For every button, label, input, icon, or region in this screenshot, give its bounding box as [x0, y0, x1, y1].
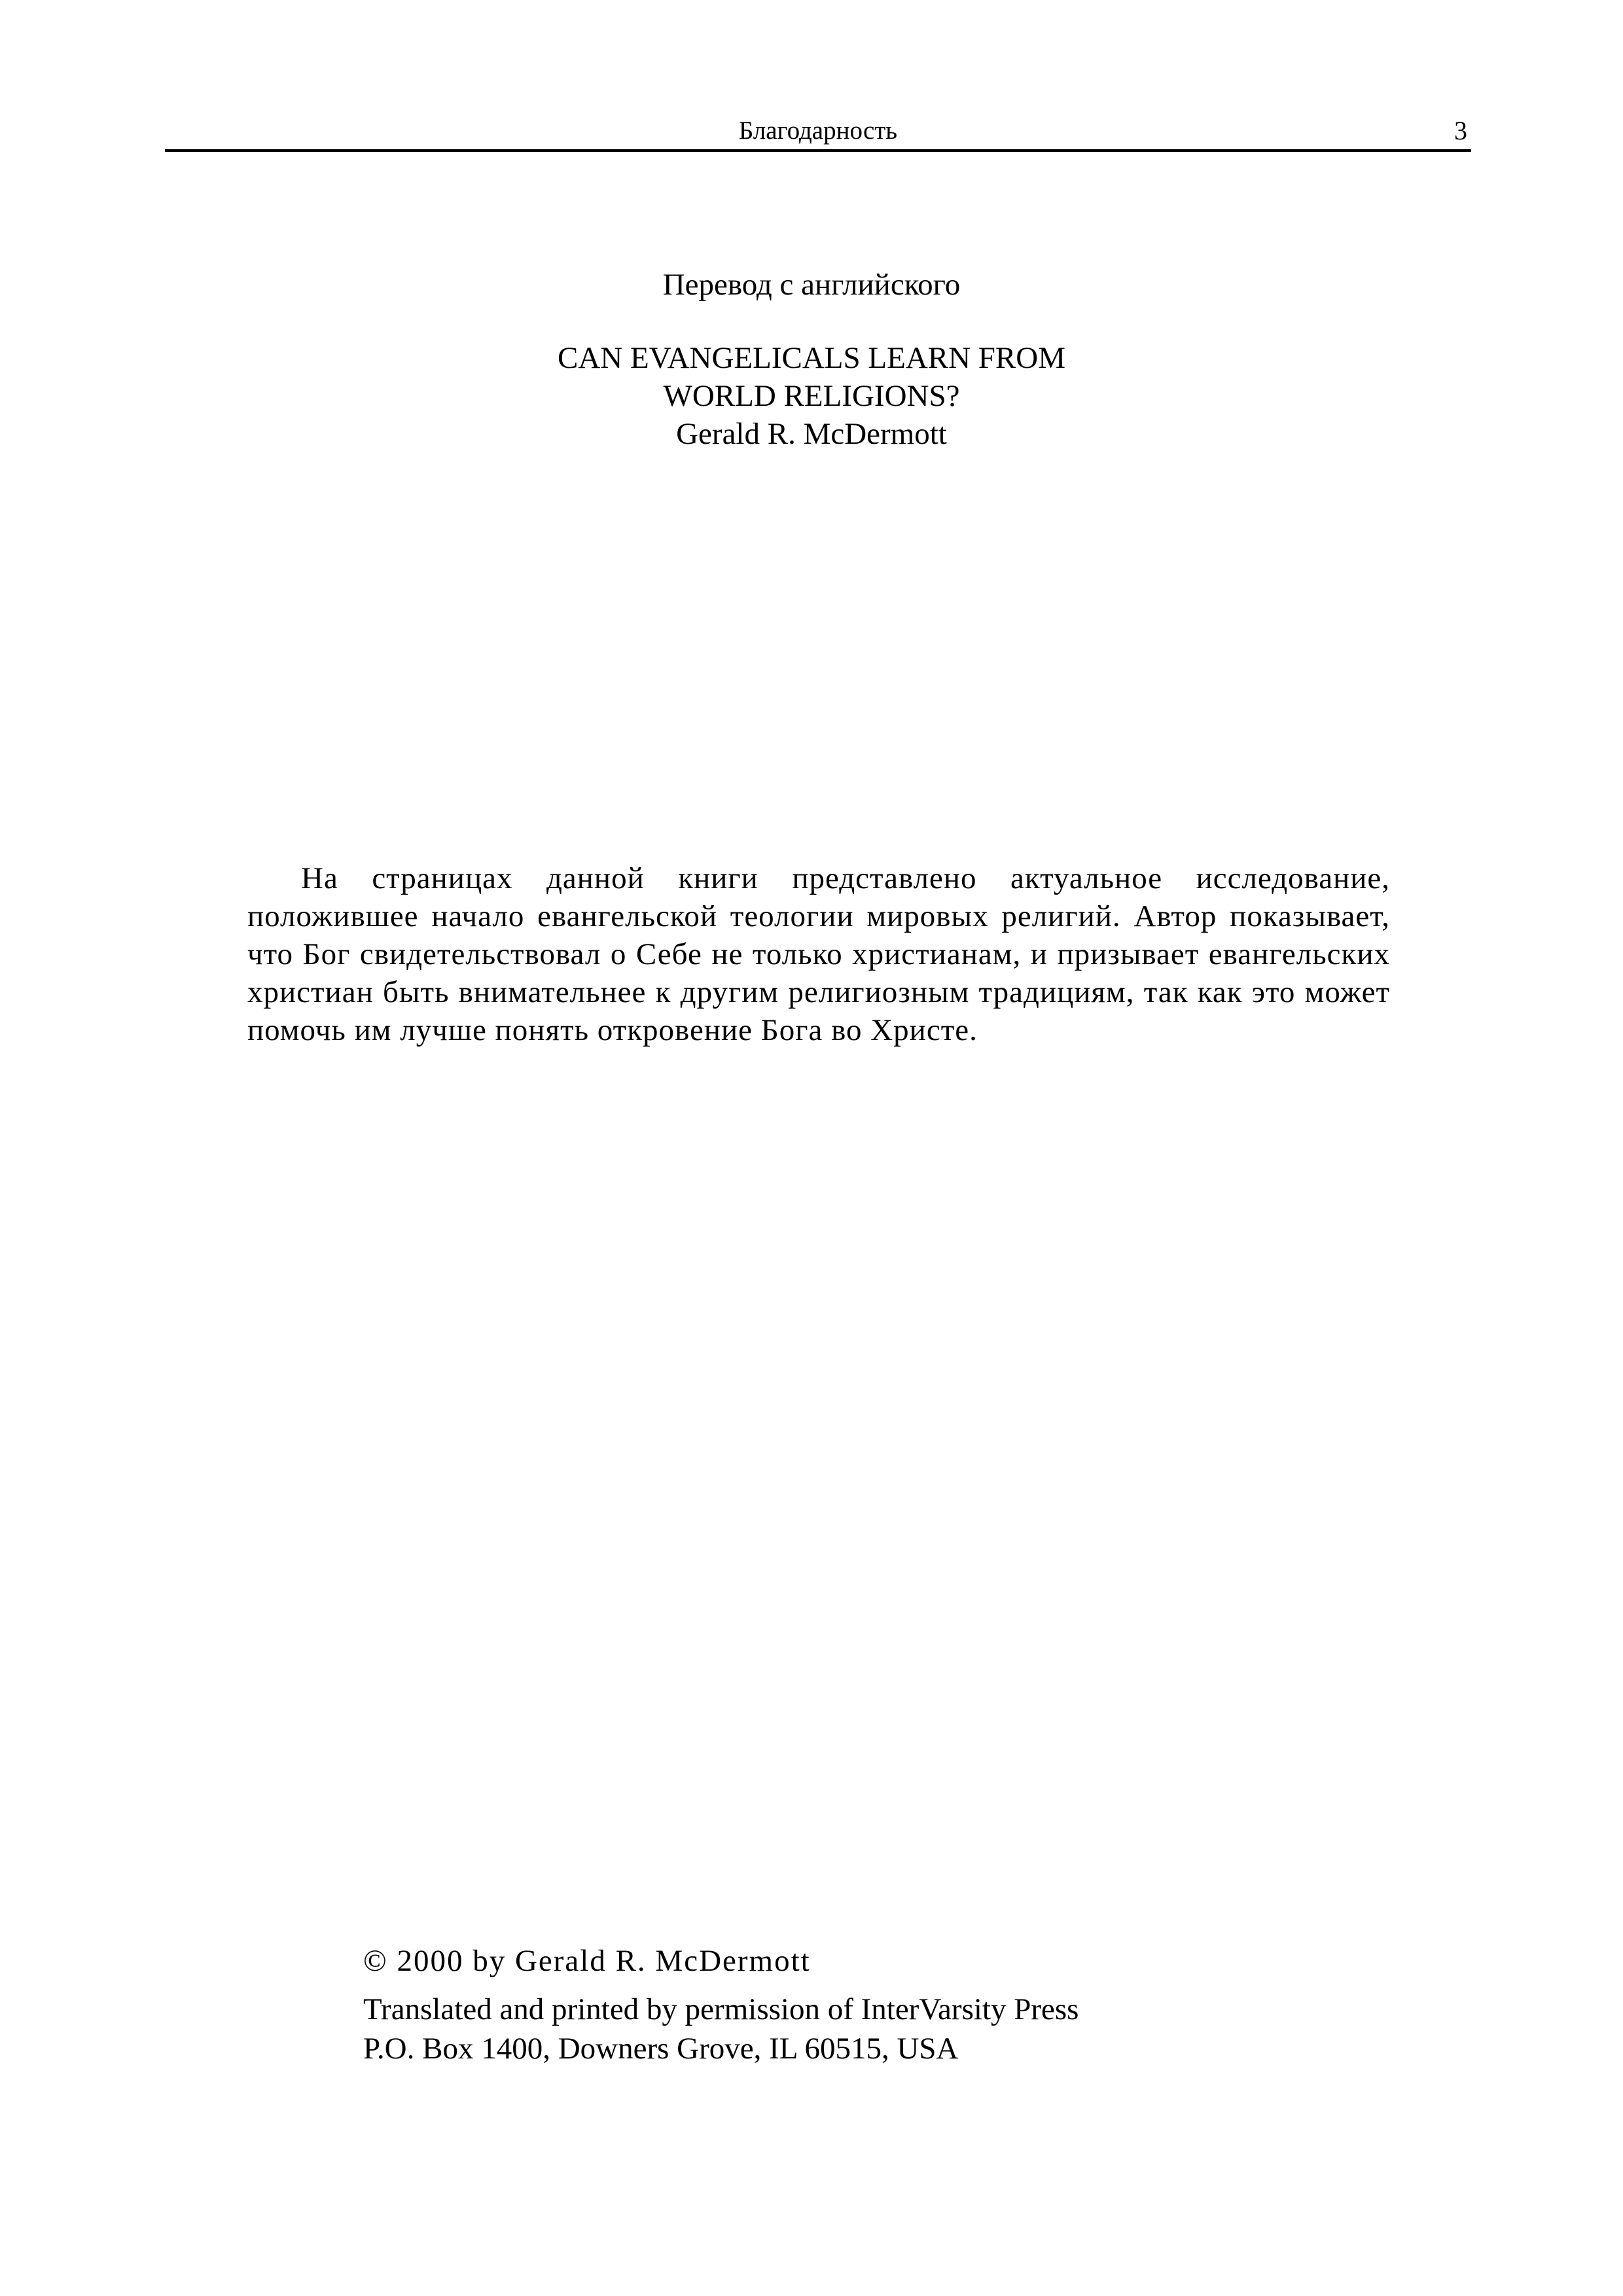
running-header	[165, 113, 1471, 152]
permission-line: Translated and printed by permission of InterVarsity Press	[363, 1992, 1079, 2026]
translation-note: Перевод с английского	[662, 268, 961, 302]
copyright-notice: © 2000 by Gerald R. McDermott	[363, 1944, 811, 1978]
original-title-line-2: WORLD RELIGIONS?	[663, 379, 960, 413]
original-title-block	[0, 339, 1623, 453]
publisher-address: P.O. Box 1400, Downers Grove, IL 60515, USA	[363, 2032, 959, 2066]
running-title: Благодарность	[738, 117, 898, 145]
copyright-block	[363, 1941, 1079, 2068]
annotation-paragraph: На страницах данной книги представлено актуальное исследование, положившее начало евангельской теологии мировых религий. Автор показывает, что Бог свидетельствовал о Себе не только христианам, и призывает евангельских христиан быть внимательнее к другим религиозным традициям, так как это может помочь им лучше понять откровение Бога во Христе.	[247, 861, 1390, 1047]
original-title-line-1: CAN EVANGELICALS LEARN FROM	[558, 341, 1065, 375]
original-author: Gerald R. McDermott	[676, 417, 947, 451]
page-number: 3	[1454, 116, 1467, 145]
